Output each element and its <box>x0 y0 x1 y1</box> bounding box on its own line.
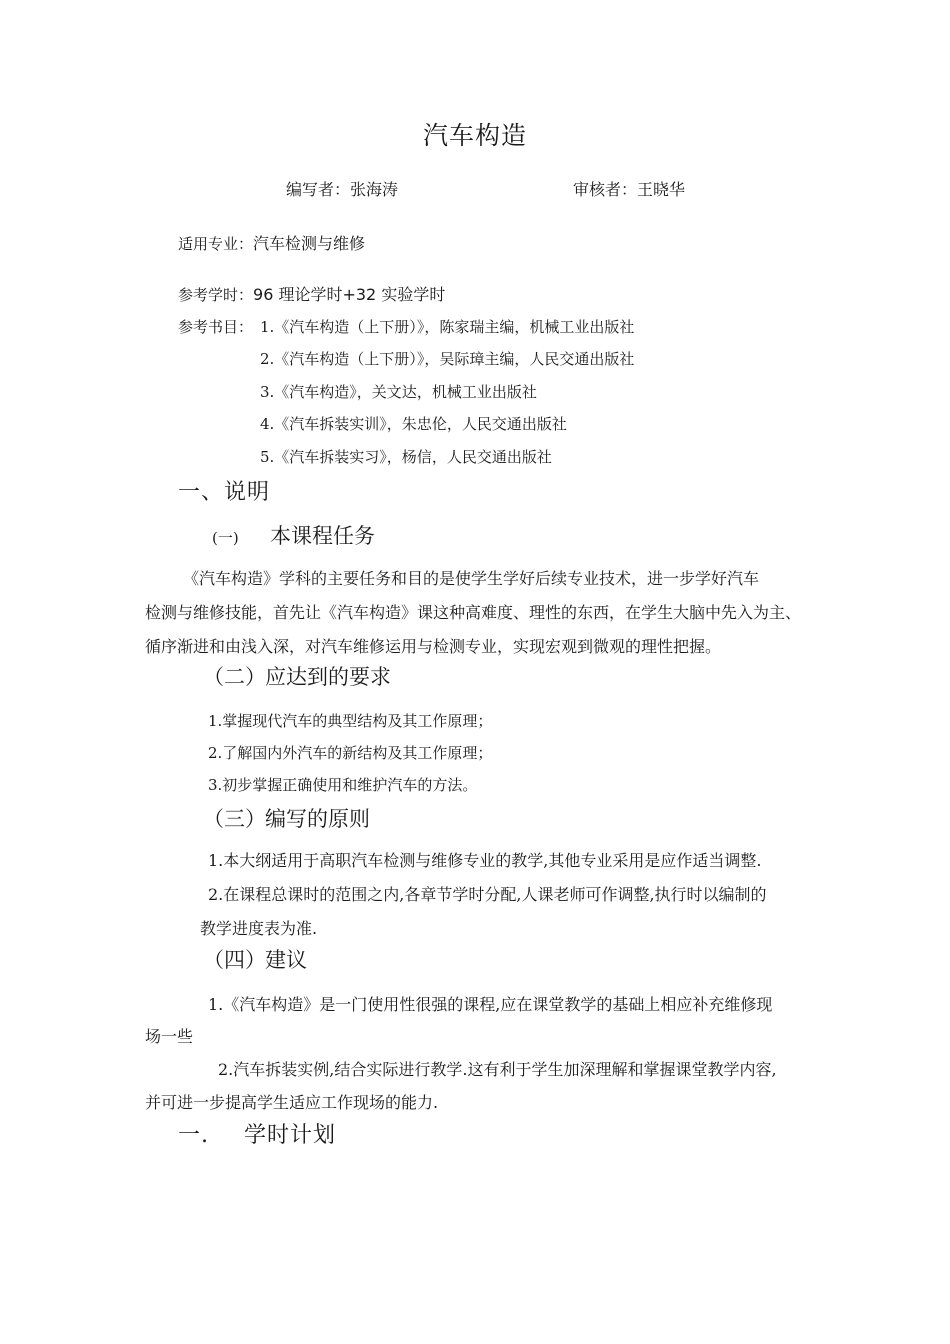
section-heading-2 <box>178 1118 336 1149</box>
section-heading-1: 一、说明 <box>178 480 271 505</box>
book-item: 2.《汽车构造（上下册）》，吴际璋主编，人民交通出版社 <box>260 350 635 368</box>
subsection-heading-4 <box>203 944 307 974</box>
subsection-title: 建议 <box>265 948 307 972</box>
section-title: 学时计划 <box>244 1123 337 1148</box>
paragraph-line: 《汽车构造》学科的主要任务和目的是使学生学好后续专业技术，进一步学好汽车 <box>183 569 760 588</box>
paragraph-line: 2.汽车拆装实例,结合实际进行教学.这有利于学生加深理解和掌握课堂教学内容, <box>218 1060 777 1079</box>
requirement-item: 1.掌握现代汽车的典型结构及其工作原理； <box>208 712 493 730</box>
hours-label: 参考学时： <box>178 286 254 304</box>
subsection-heading-2 <box>203 661 391 691</box>
requirement-item: 2.了解国内外汽车的新结构及其工作原理； <box>208 744 493 762</box>
hours-row <box>178 282 445 305</box>
subsection-title: 应达到的要求 <box>265 665 391 689</box>
subsection-heading-3 <box>203 803 370 833</box>
author-line: 编写者：张海涛 <box>286 180 399 199</box>
book-item: 3.《汽车构造》，关文达，机械工业出版社 <box>260 383 537 401</box>
paragraph-line: 循序渐进和由浅入深，对汽车维修运用与检测专业，实现宏观到微观的理性把握。 <box>145 637 722 656</box>
requirement-item: 3.初步掌握正确使用和维护汽车的方法。 <box>208 776 478 794</box>
document-title: 汽车构造 <box>422 121 527 150</box>
subsection-number: （二） <box>203 665 266 689</box>
books-label: 参考书目： <box>178 318 254 336</box>
reviewer-line: 审核者：王晓华 <box>573 180 686 199</box>
paragraph-line: 2.在课程总课时的范围之内,各章节学时分配,人课老师可作调整,执行时以编制的 <box>208 885 767 904</box>
section-number: 一. <box>178 1123 209 1148</box>
paragraph-line: 场一些 <box>145 1027 194 1046</box>
major-row <box>178 231 365 254</box>
book-item: 1.《汽车构造（上下册）》，陈家瑞主编，机械工业出版社 <box>260 318 635 336</box>
book-item: 4.《汽车拆装实训》，朱忠伦，人民交通出版社 <box>260 415 567 433</box>
subsection-number: （三） <box>203 807 266 831</box>
major-label: 适用专业： <box>178 235 254 253</box>
paragraph-line: 并可进一步提高学生适应工作现场的能力. <box>145 1093 439 1112</box>
subsection-title: 本课程任务 <box>270 524 375 548</box>
paragraph-line: 1.《汽车构造》是一门使用性很强的课程,应在课堂教学的基础上相应补充维修现 <box>208 995 773 1014</box>
hours-value: 96 理论学时+32 实验学时 <box>253 285 446 304</box>
paragraph-line: 1.本大纲适用于高职汽车检测与维修专业的教学,其他专业采用是应作适当调整. <box>208 851 762 870</box>
subsection-title: 编写的原则 <box>265 807 370 831</box>
book-item: 5.《汽车拆装实习》，杨信，人民交通出版社 <box>260 448 552 466</box>
paragraph-line: 教学进度表为准. <box>200 919 318 938</box>
subsection-heading-1 <box>212 520 375 550</box>
major-value: 汽车检测与维修 <box>253 234 366 253</box>
paragraph-line: 检测与维修技能，首先让《汽车构造》课这种高难度、理性的东西，在学生大脑中先入为主、 <box>145 603 802 622</box>
subsection-number: (一) <box>212 529 239 547</box>
subsection-number: （四） <box>203 948 266 972</box>
